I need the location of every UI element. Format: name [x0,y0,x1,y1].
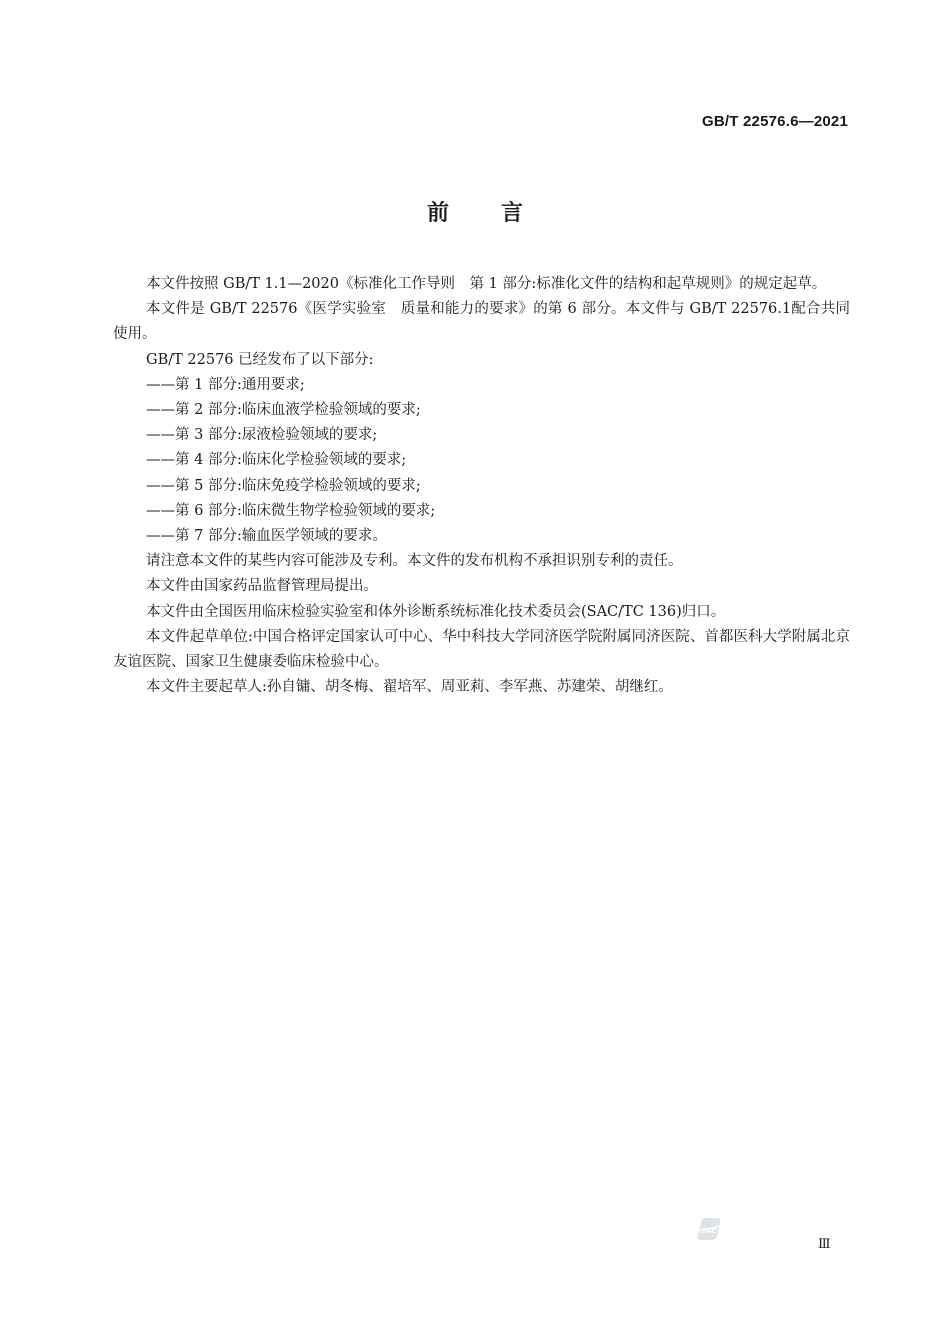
paragraph-series-relation: 本文件是 GB/T 22576《医学实验室 质量和能力的要求》的第 6 部分。本文件与 GB/T 22576.1配合共同使用。 [113,301,850,343]
standard-number: GB/T 22576.6—2021 [702,113,848,130]
paragraph-technical-committee: 本文件由全国医用临床检验实验室和体外诊断系统标准化技术委员会(SAC/TC 136)归口。 [146,603,726,620]
preface-body [113,272,850,700]
paragraph-drafters: 本文件主要起草人:孙自镛、胡冬梅、翟培军、周亚莉、李军燕、苏建荣、胡继红。 [146,679,673,696]
paragraph-drafting-organizations: 本文件起草单位:中国合格评定国家认可中心、华中科技大学同济医学院附属同济医院、首都医科大学附属北京友谊医院、国家卫生健康委临床检验中心。 [113,628,850,671]
paragraph-patent-notice: 请注意本文件的某些内容可能涉及专利。本文件的发布机构不承担识别专利的责任。 [146,553,683,570]
list-item-part-6: ——第 6 部分:临床微生物学检验领域的要求; [146,502,436,519]
paragraph-proposed-by: 本文件由国家药品监督管理局提出。 [146,578,378,595]
list-item-part-5: ——第 5 部分:临床免疫学检验领域的要求; [146,477,421,494]
page-title: 前言 [426,201,575,226]
list-item-part-4: ——第 4 部分:临床化学检验领域的要求; [146,452,407,469]
paragraph-published-parts: GB/T 22576 已经发布了以下部分: [146,351,374,368]
sac-logo-icon [696,1216,722,1242]
paragraph-drafting-rules: 本文件按照 GB/T 1.1—2020《标准化工作导则 第 1 部分:标准化文件的结构和起草规则》的规定起草。 [146,276,827,292]
list-item-part-1: ——第 1 部分:通用要求; [146,376,305,393]
list-item-part-7: ——第 7 部分:输血医学领域的要求。 [146,528,387,545]
svg-text:SAC: SAC [701,1227,717,1235]
list-item-part-2: ——第 2 部分:临床血液学检验领域的要求; [146,402,421,419]
page-number: Ⅲ [818,1236,831,1251]
list-item-part-3: ——第 3 部分:尿液检验领域的要求; [146,427,378,444]
